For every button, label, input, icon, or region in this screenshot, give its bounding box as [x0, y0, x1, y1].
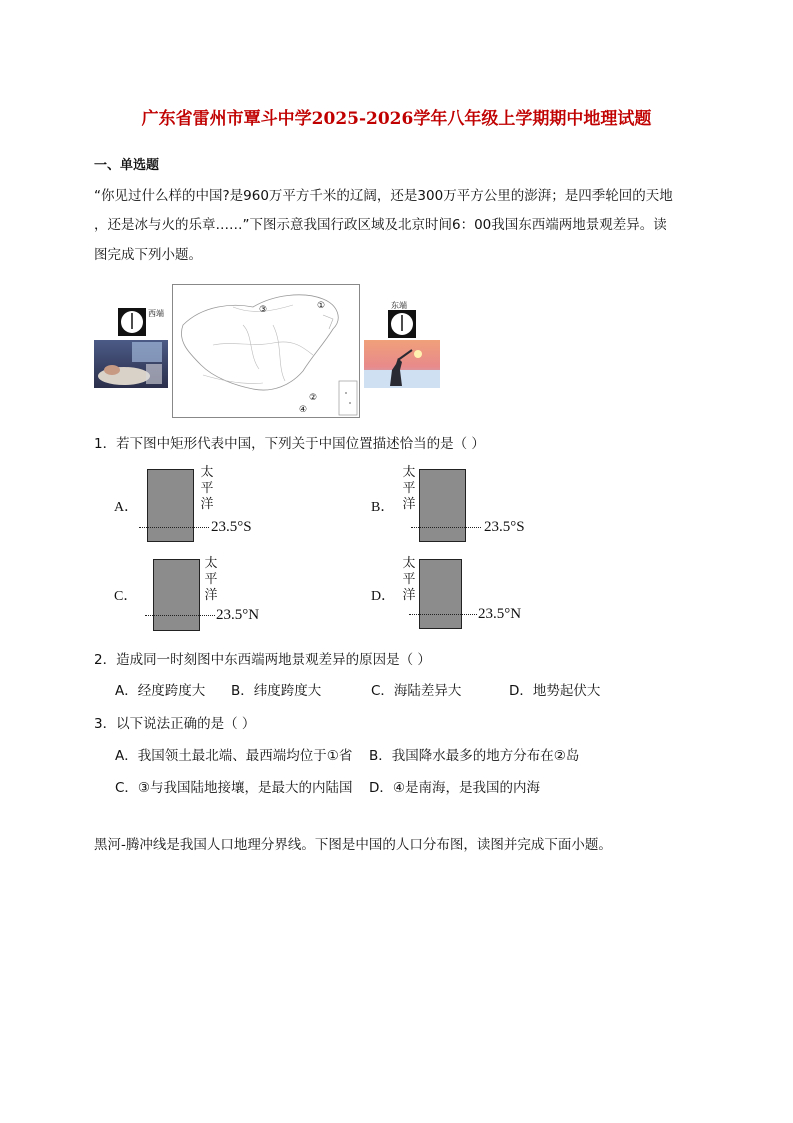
map-mark-1: ①: [317, 301, 326, 311]
q1-b-ocean-label: 太 平 洋: [402, 465, 416, 512]
q3-option-c[interactable]: C．③与我国陆地接壤，是最大的内陆国: [115, 780, 353, 796]
q3-option-d[interactable]: D．④是南海，是我国的内海: [369, 780, 540, 796]
west-photo: [94, 340, 168, 388]
q1-a-china-rect: [147, 469, 194, 542]
q1-d-latitude-line: [409, 614, 477, 615]
q1-b-latitude-line: [411, 527, 481, 528]
intro-line-3: 图完成下列小题。: [94, 247, 202, 263]
east-clock-icon: [388, 310, 416, 342]
q1-c-latitude-line: [145, 615, 215, 616]
intro-line-2: ，还是冰与火的乐章……”下图示意我国行政区域及北京时间6：00我国东西端两地景观差异。读: [94, 217, 667, 233]
q1-option-d-label[interactable]: D．: [371, 589, 396, 604]
q2-option-c[interactable]: C．海陆差异大: [371, 683, 462, 699]
q1-d-latitude-label: 23.5°N: [478, 606, 522, 622]
q2-option-d[interactable]: D．地势起伏大: [509, 683, 601, 699]
q1-c-china-rect: [153, 559, 200, 631]
q1-a-latitude-label: 23.5°S: [211, 519, 252, 535]
q2-option-b[interactable]: B．纬度跨度大: [231, 683, 322, 699]
west-label: 西端: [148, 309, 164, 318]
q1-option-c-label[interactable]: C．: [114, 589, 138, 604]
q1-d-china-rect: [419, 559, 462, 629]
q3-option-b[interactable]: B．我国降水最多的地方分布在②岛: [369, 748, 580, 764]
question-3-stem: 3．以下说法正确的是（ ）: [94, 716, 256, 732]
q1-a-latitude-line: [139, 527, 209, 528]
section-title: 一、单选题: [94, 158, 160, 173]
figure-map-composite: [94, 284, 440, 420]
q1-option-a-label[interactable]: A．: [114, 500, 139, 515]
east-photo: [364, 340, 440, 388]
china-map: [172, 284, 360, 418]
q3-option-a[interactable]: A．我国领土最北端、最西端均位于①省: [115, 748, 353, 764]
east-label: 东端: [391, 301, 407, 310]
question-2-stem: 2．造成同一时刻图中东西端两地景观差异的原因是（ ）: [94, 652, 431, 668]
map-mark-4: ④: [299, 405, 308, 415]
q1-option-b-label[interactable]: B．: [371, 500, 395, 515]
q1-c-latitude-label: 23.5°N: [216, 607, 260, 623]
intro-line-1: “你见过什么样的中国?是960万平方千米的辽阔，还是300万平方公里的澎湃；是四季轮回的天地: [94, 188, 673, 204]
q1-b-china-rect: [419, 469, 466, 542]
map-mark-2: ②: [309, 393, 318, 403]
west-clock-icon: [118, 308, 146, 340]
q1-c-ocean-label: 太 平 洋: [204, 556, 218, 603]
q1-d-ocean-label: 太 平 洋: [402, 556, 416, 603]
map-mark-3: ③: [259, 305, 268, 315]
question-1-stem: 1．若下图中矩形代表中国，下列关于中国位置描述恰当的是（ ）: [94, 436, 485, 452]
intro-2: 黑河-腾冲线是我国人口地理分界线。下图是中国的人口分布图，读图并完成下面小题。: [94, 837, 612, 853]
document-title: 广东省雷州市覃斗中学2025-2026学年八年级上学期期中地理试题: [141, 109, 652, 129]
q1-a-ocean-label: 太 平 洋: [200, 465, 214, 512]
q1-b-latitude-label: 23.5°S: [484, 519, 525, 535]
q2-option-a[interactable]: A．经度跨度大: [115, 683, 206, 699]
